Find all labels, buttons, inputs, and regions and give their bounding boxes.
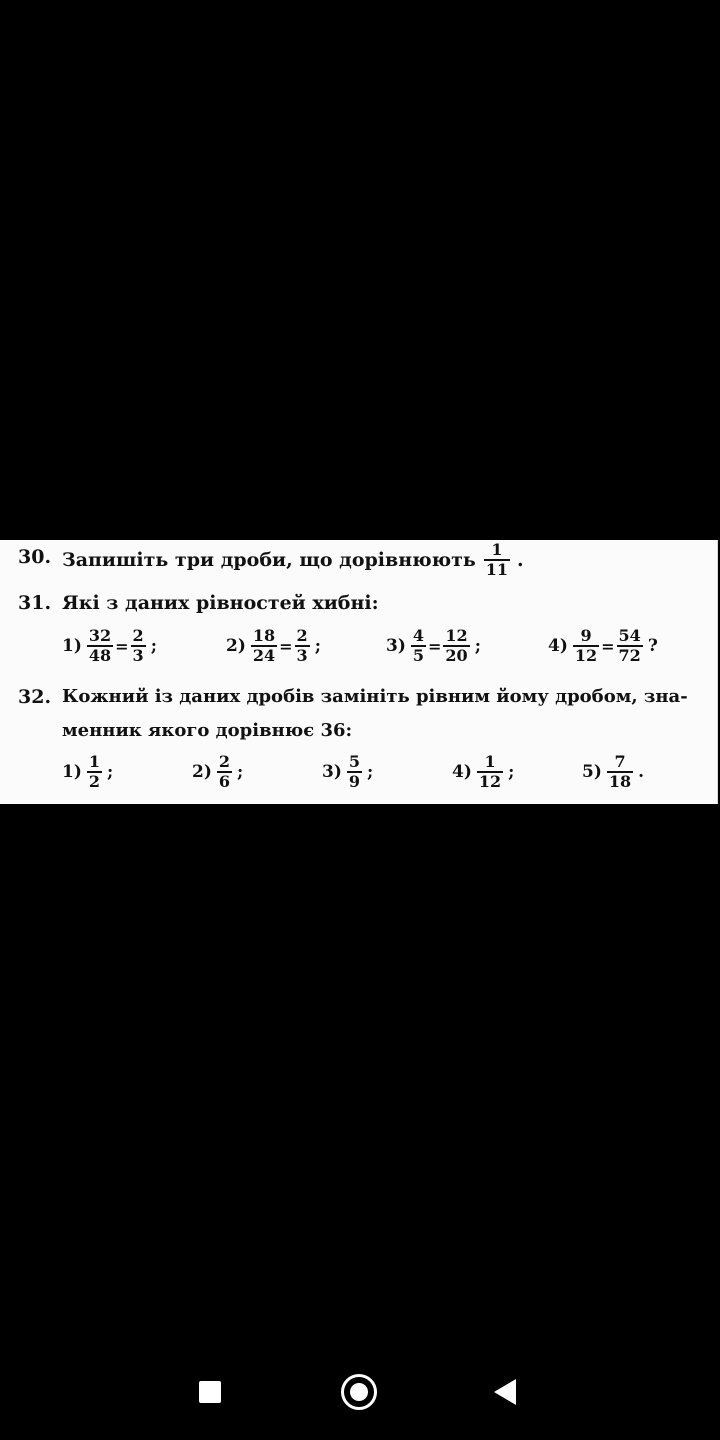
equals-sign: =	[428, 636, 442, 656]
fraction-numerator: 2	[218, 752, 231, 771]
problem-30-fraction	[484, 542, 510, 578]
problem-31-number: 31.	[18, 592, 52, 614]
back-triangle-icon[interactable]	[494, 1379, 516, 1405]
fraction-denominator: 5	[412, 646, 425, 665]
fraction-denominator: 11	[485, 560, 509, 579]
problem-32-statement-line1: Кожний із даних дробів замініть рівним йому дробом, зна-	[62, 686, 688, 707]
fraction-denominator: 3	[132, 646, 144, 665]
equals-sign: =	[601, 636, 615, 656]
item-end: ;	[237, 762, 244, 782]
equals-sign: =	[115, 636, 129, 656]
home-circle-icon[interactable]	[341, 1374, 377, 1410]
problem-32-item-4	[452, 754, 514, 790]
item-label: 1)	[62, 762, 82, 782]
problem-30-number: 30.	[18, 546, 52, 568]
fraction-numerator: 18	[252, 626, 276, 645]
fraction	[295, 628, 310, 664]
problem-31-item-4	[548, 628, 658, 664]
fraction-numerator: 54	[618, 626, 641, 645]
textbook-photo	[0, 540, 718, 804]
item-label: 2)	[226, 636, 246, 656]
item-label: 2)	[192, 762, 212, 782]
fraction-numerator: 2	[296, 626, 308, 645]
fraction-denominator: 12	[478, 772, 502, 791]
item-end: .	[638, 762, 645, 782]
fraction	[347, 754, 362, 790]
fraction-numerator: 4	[412, 626, 425, 645]
problem-32-item-1	[62, 754, 113, 790]
item-end: ;	[150, 636, 157, 656]
fraction-numerator: 7	[607, 754, 633, 773]
problem-31-item-1	[62, 628, 157, 664]
fraction	[477, 754, 503, 790]
item-end: ;	[314, 636, 321, 656]
fraction	[607, 754, 633, 790]
fraction-numerator: 12	[445, 626, 468, 645]
fraction-denominator: 18	[608, 772, 632, 791]
recents-square-icon[interactable]	[199, 1381, 221, 1403]
fraction-denominator: 9	[348, 772, 361, 791]
fraction-denominator: 12	[574, 646, 598, 665]
fraction-denominator: 72	[618, 646, 641, 665]
item-end: ;	[107, 762, 114, 782]
problem-30-end: .	[517, 549, 524, 571]
problem-32-item-2	[192, 754, 243, 790]
navigation-bar	[0, 1340, 720, 1440]
problem-30-text	[62, 542, 524, 578]
item-label: 5)	[582, 762, 602, 782]
item-label: 3)	[322, 762, 342, 782]
item-end: ;	[367, 762, 374, 782]
fraction-numerator: 32	[88, 626, 112, 645]
fraction	[443, 628, 469, 664]
item-label: 4)	[548, 636, 568, 656]
item-label: 3)	[386, 636, 406, 656]
fraction	[617, 628, 643, 664]
fraction-denominator: 2	[88, 772, 101, 791]
fraction	[251, 628, 277, 664]
fraction	[131, 628, 146, 664]
fraction-numerator: 1	[477, 754, 503, 773]
problem-31-item-3	[386, 628, 481, 664]
fraction	[87, 628, 113, 664]
fraction-denominator: 6	[218, 772, 231, 791]
fraction-numerator: 1	[88, 752, 101, 771]
fraction-numerator: 9	[573, 628, 599, 647]
fraction	[411, 628, 426, 664]
fraction-denominator: 24	[252, 646, 276, 665]
fraction-denominator: 20	[445, 646, 468, 665]
problem-31-item-2	[226, 628, 321, 664]
fraction-numerator: 1	[484, 542, 510, 561]
fraction-denominator: 48	[88, 646, 112, 665]
problem-32-item-3	[322, 754, 373, 790]
problem-32-statement-line2: менник якого дорівнює 36:	[62, 720, 353, 741]
fraction	[87, 754, 102, 790]
problem-31-statement: Які з даних рівностей хибні:	[62, 592, 379, 614]
fraction	[217, 754, 232, 790]
fraction-numerator: 5	[348, 752, 361, 771]
item-end: ;	[474, 636, 481, 656]
fraction-denominator: 3	[296, 646, 308, 665]
problem-30-statement: Запишіть три дроби, що дорівнюють	[62, 549, 476, 571]
item-label: 4)	[452, 762, 472, 782]
fraction	[573, 628, 599, 664]
equals-sign: =	[279, 636, 293, 656]
fraction-numerator: 2	[132, 626, 144, 645]
problem-32-number: 32.	[18, 686, 52, 708]
problem-32-item-5	[582, 754, 644, 790]
item-label: 1)	[62, 636, 82, 656]
item-end: ;	[508, 762, 515, 782]
item-end: ?	[647, 636, 658, 656]
